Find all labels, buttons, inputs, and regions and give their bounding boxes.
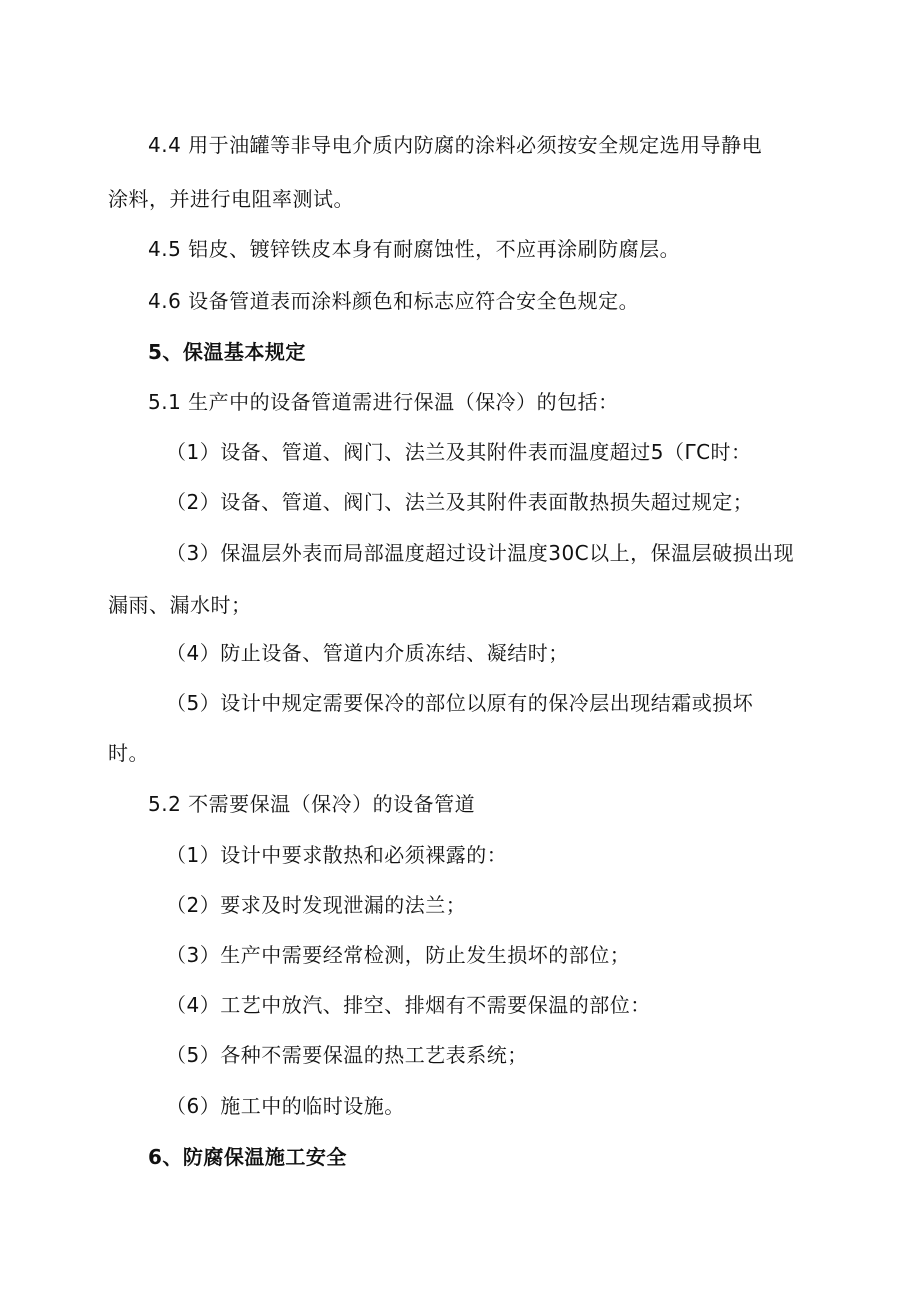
clause-5-1-item-3-line-2: 漏雨、漏水时； [108, 593, 252, 617]
clause-5-2: 5.2 不需要保温（保冷）的设备管道 [148, 792, 476, 816]
clause-5-1-item-2: （2）设备、管道、阀门、法兰及其附件表面散热损失超过规定； [166, 490, 754, 514]
clause-5-2-item-2: （2）要求及时发现泄漏的法兰； [166, 893, 467, 917]
clause-5-2-item-5: （5）各种不需要保温的热工艺表系统； [166, 1043, 528, 1067]
clause-5-2-item-4: （4）工艺中放汽、排空、排烟有不需要保温的部位： [166, 993, 651, 1017]
clause-5-1-item-5-line-2: 时。 [108, 741, 149, 765]
clause-5-1-item-3-line-1: （3）保温层外表而局部温度超过设计温度30C以上，保温层破损出现 [166, 541, 795, 565]
clause-5-2-item-3: （3）生产中需要经常检测，防止发生损坏的部位； [166, 943, 631, 967]
clause-4-4-line-2: 涂料，并进行电阻率测试。 [108, 187, 354, 211]
section-6-heading: 6、防腐保温施工安全 [148, 1145, 347, 1169]
clause-5-1-item-4: （4）防止设备、管道内介质冻结、凝结时； [166, 641, 569, 665]
clause-4-6: 4.6 设备管道表而涂料颜色和标志应符合安全色规定。 [148, 289, 640, 313]
clause-4-5: 4.5 铝皮、镀锌铁皮本身有耐腐蚀性，不应再涂刷防腐层。 [148, 237, 681, 261]
clause-5-2-item-6: （6）施工中的临时设施。 [166, 1094, 405, 1118]
section-5-heading: 5、保温基本规定 [148, 340, 306, 364]
clause-5-1: 5.1 生产中的设备管道需进行保温（保冷）的包括： [148, 390, 619, 414]
clause-4-4-line-1: 4.4 用于油罐等非导电介质内防腐的涂料必须按安全规定选用导静电 [148, 133, 763, 157]
clause-5-1-item-5-line-1: （5）设计中规定需要保冷的部位以原有的保冷层出现结霜或损坏 [166, 691, 754, 715]
clause-5-1-item-1: （1）设备、管道、阀门、法兰及其附件表而温度超过5（ΓC时： [166, 440, 752, 464]
clause-5-2-item-1: （1）设计中要求散热和必须裸露的： [166, 843, 508, 867]
